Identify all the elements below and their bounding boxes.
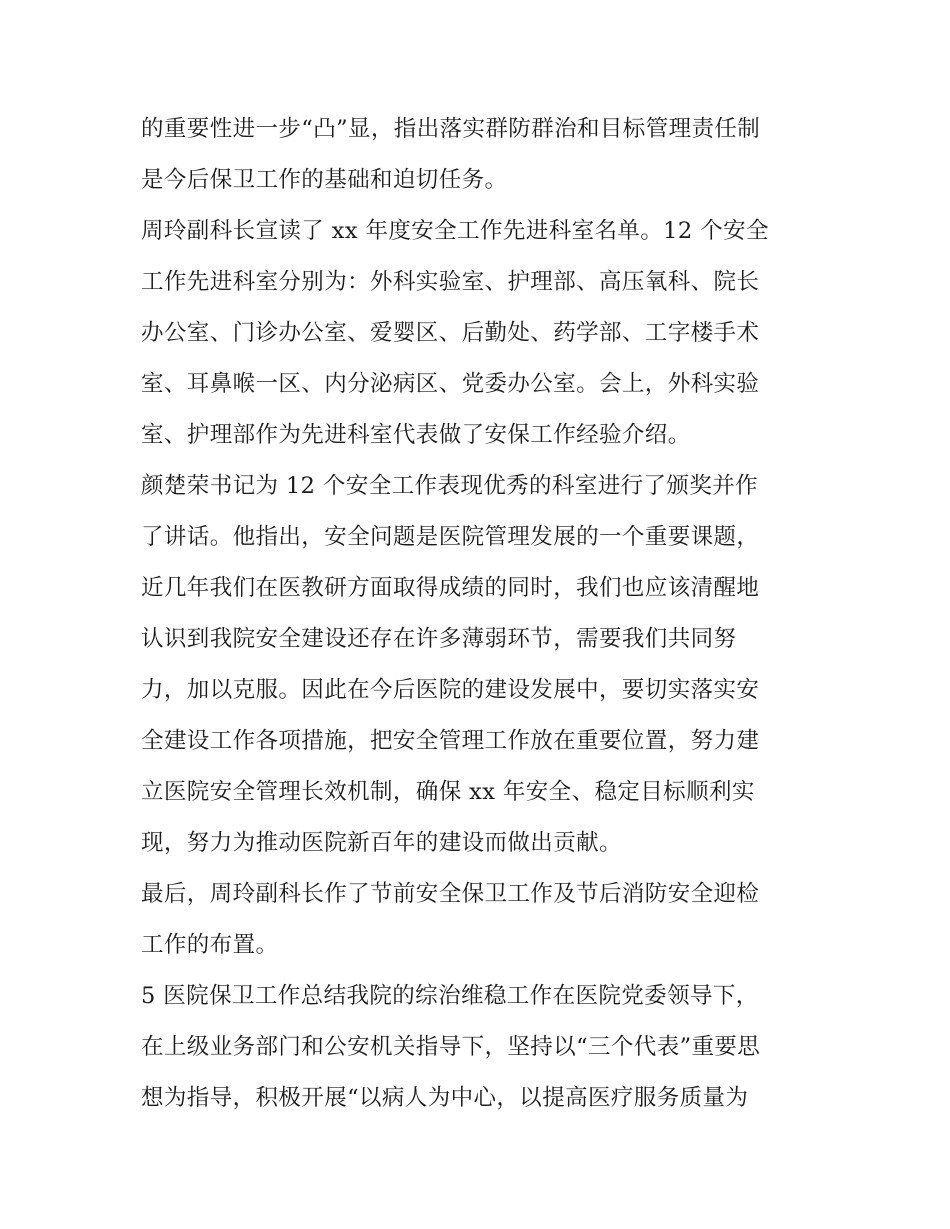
text-line: 周玲副科长宣读了 xx 年度安全工作先进科室名单。12 个安全 xyxy=(141,218,769,244)
text-line: 工作的布置。 xyxy=(141,932,279,958)
text-line: 近几年我们在医教研方面取得成绩的同时，我们也应该清醒地 xyxy=(141,575,760,601)
text-line: 想为指导，积极开展“以病人为中心，以提高医疗服务质量为 xyxy=(141,1085,749,1111)
text-line: 室、耳鼻喉一区、内分泌病区、党委办公室。会上，外科实验 xyxy=(141,371,760,397)
text-line: 颜楚荣书记为 12 个安全工作表现优秀的科室进行了颁奖并作 xyxy=(141,473,759,499)
text-line: 办公室、门诊办公室、爱婴区、后勤处、药学部、工字楼手术 xyxy=(141,320,760,346)
text-line: 全建设工作各项措施，把安全管理工作放在重要位置，努力建 xyxy=(141,728,760,754)
text-line: 认识到我院安全建设还存在许多薄弱环节，需要我们共同努 xyxy=(141,626,737,652)
text-line: 5 医院保卫工作总结我院的综治维稳工作在医院党委领导下， xyxy=(141,983,759,1009)
text-line: 力，加以克服。因此在今后医院的建设发展中，要切实落实安 xyxy=(141,677,760,703)
document-body xyxy=(141,104,813,1124)
text-line: 室、护理部作为先进科室代表做了安保工作经验介绍。 xyxy=(141,422,691,448)
text-line: 立医院安全管理长效机制，确保 xx 年安全、稳定目标顺利实 xyxy=(141,779,755,805)
text-line: 现，努力为推动医院新百年的建设而做出贡献。 xyxy=(141,830,622,856)
text-line: 在上级业务部门和公安机关指导下，坚持以“三个代表”重要思 xyxy=(141,1034,761,1060)
text-line: 的重要性进一步“凸”显，指出落实群防群治和目标管理责任制 xyxy=(141,116,761,142)
text-line: 是今后保卫工作的基础和迫切任务。 xyxy=(141,167,508,193)
text-line: 最后，周玲副科长作了节前安全保卫工作及节后消防安全迎检 xyxy=(141,881,760,907)
text-line: 了讲话。他指出，安全问题是医院管理发展的一个重要课题， xyxy=(141,524,760,550)
text-line: 工作先进科室分别为：外科实验室、护理部、高压氧科、院长 xyxy=(141,269,760,295)
